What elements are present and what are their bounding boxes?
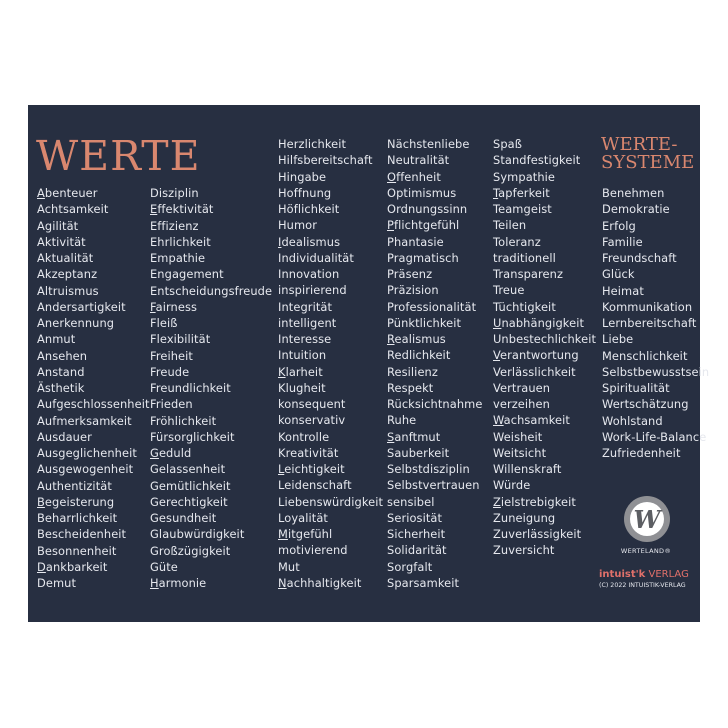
value-word: Tapferkeit bbox=[493, 185, 550, 200]
value-word: Anerkennung bbox=[37, 316, 115, 330]
value-word-initial: W bbox=[493, 413, 504, 428]
value-word: Intuition bbox=[278, 348, 327, 363]
value-word-initial: A bbox=[37, 186, 45, 200]
value-word: Ansehen bbox=[37, 348, 88, 363]
value-word: Klugheit bbox=[278, 380, 326, 395]
publisher-name-a: intuist'k bbox=[599, 569, 646, 580]
value-word: Harmonie bbox=[150, 576, 207, 590]
value-word-initial: V bbox=[493, 348, 501, 363]
value-word: inspirierend bbox=[278, 283, 347, 298]
value-word: Ordnungssinn bbox=[387, 202, 468, 216]
value-word: Tüchtigkeit bbox=[493, 299, 556, 314]
value-word-initial: Z bbox=[493, 494, 501, 509]
value-word: Freundlichkeit bbox=[150, 381, 231, 395]
value-word: sensibel bbox=[387, 494, 435, 509]
value-word: Freundschaft bbox=[602, 251, 677, 265]
value-word: Authentizität bbox=[37, 478, 112, 493]
value-word: Altruismus bbox=[37, 283, 99, 298]
value-word: Gelassenheit bbox=[150, 462, 226, 477]
value-word: Sympathie bbox=[493, 169, 556, 184]
value-word: Humor bbox=[278, 218, 318, 233]
value-word: Standfestigkeit bbox=[493, 153, 581, 168]
value-word: Freude bbox=[150, 364, 190, 379]
value-word: Andersartigkeit bbox=[37, 299, 126, 314]
value-word: Realismus bbox=[387, 332, 446, 346]
value-word: Zuversicht bbox=[493, 543, 555, 558]
value-word: Engagement bbox=[150, 267, 224, 282]
value-word: Selbstvertrauen bbox=[387, 478, 480, 493]
value-word: Empathie bbox=[150, 251, 206, 265]
value-word: Spiritualität bbox=[602, 381, 670, 395]
value-word: Work-Life-Balance bbox=[602, 429, 707, 444]
value-word: Fairness bbox=[150, 299, 198, 314]
value-word: Gemütlichkeit bbox=[150, 478, 231, 493]
value-word-initial: F bbox=[150, 299, 156, 314]
value-word: Kommunikation bbox=[602, 299, 693, 314]
value-word: Beharrlichkeit bbox=[37, 511, 118, 525]
value-systems-column bbox=[602, 185, 709, 461]
value-word: Phantasie bbox=[387, 234, 444, 249]
value-word: Kontrolle bbox=[278, 429, 330, 444]
value-word: Weitsicht bbox=[493, 445, 547, 460]
value-word: Pflichtgefühl bbox=[387, 218, 460, 233]
value-word: Unbestechlichkeit bbox=[493, 332, 597, 346]
value-word-initial: S bbox=[387, 429, 395, 444]
value-word: Spaß bbox=[493, 137, 523, 151]
value-word: Zufriedenheit bbox=[602, 446, 681, 460]
value-word: motivierend bbox=[278, 543, 348, 558]
value-word: Aufmerksamkeit bbox=[37, 413, 132, 428]
value-word: Geduld bbox=[150, 446, 192, 460]
value-word: Wohlstand bbox=[602, 413, 663, 428]
value-word-initial: U bbox=[493, 315, 502, 330]
value-word: Resilienz bbox=[387, 364, 438, 379]
value-word: Weisheit bbox=[493, 429, 543, 444]
value-word: Bescheidenheit bbox=[37, 527, 127, 542]
value-word: Verlässlichkeit bbox=[493, 364, 576, 379]
value-word: Offenheit bbox=[387, 169, 441, 184]
value-word: Liebenswürdigkeit bbox=[278, 494, 384, 509]
value-word: Sanftmut bbox=[387, 429, 441, 444]
values-column-1 bbox=[37, 185, 150, 591]
value-word: Treue bbox=[493, 283, 525, 298]
value-word: Ästhetik bbox=[37, 381, 85, 395]
value-word-initial: G bbox=[150, 446, 159, 460]
value-word: Fleiß bbox=[150, 316, 178, 330]
values-column-2 bbox=[150, 185, 272, 591]
value-word: Demut bbox=[37, 576, 77, 590]
value-word: Benehmen bbox=[602, 186, 665, 200]
value-word: Anstand bbox=[37, 364, 85, 379]
value-word-initial: T bbox=[493, 185, 499, 200]
publisher-name bbox=[599, 569, 689, 580]
value-word-initial: N bbox=[278, 575, 287, 590]
value-word: Individualität bbox=[278, 250, 354, 265]
value-word: Aufgeschlossenheit bbox=[37, 397, 150, 412]
value-word: Ausgeglichenheit bbox=[37, 446, 137, 460]
value-word: Gerechtigkeit bbox=[150, 494, 228, 509]
value-word: Aktivität bbox=[37, 234, 86, 249]
value-word: Menschlichkeit bbox=[602, 348, 688, 363]
value-word: Seriosität bbox=[387, 510, 443, 525]
values-column-4 bbox=[387, 136, 482, 591]
value-word: Ausdauer bbox=[37, 429, 92, 444]
value-word: Ehrlichkeit bbox=[150, 234, 211, 249]
values-column-5 bbox=[493, 136, 596, 559]
value-word: Flexibilität bbox=[150, 332, 211, 347]
value-word-initial: M bbox=[278, 527, 288, 541]
value-word: Sparsamkeit bbox=[387, 575, 460, 590]
value-word: Klarheit bbox=[278, 364, 323, 379]
value-word: Zuneigung bbox=[493, 510, 556, 525]
value-word: Toleranz bbox=[493, 234, 541, 249]
value-word: Wertschätzung bbox=[602, 397, 689, 412]
value-word: Teilen bbox=[493, 218, 527, 233]
value-word: Zielstrebigkeit bbox=[493, 494, 576, 509]
value-word: Frieden bbox=[150, 397, 193, 412]
value-word: intelligent bbox=[278, 315, 337, 330]
value-word: Effizienz bbox=[150, 218, 199, 233]
value-word: Herzlichkeit bbox=[278, 137, 347, 151]
value-word: Präsenz bbox=[387, 267, 433, 281]
value-word: Familie bbox=[602, 234, 643, 249]
value-word: Mut bbox=[278, 559, 300, 574]
value-word: Willenskraft bbox=[493, 462, 562, 476]
value-word: Anmut bbox=[37, 332, 76, 347]
value-word: Sorgfalt bbox=[387, 559, 433, 574]
value-word-initial: K bbox=[278, 364, 286, 379]
value-word: Respekt bbox=[387, 380, 434, 395]
value-word: Pragmatisch bbox=[387, 250, 459, 265]
value-word-initial: P bbox=[387, 218, 394, 233]
value-word-initial: L bbox=[278, 462, 285, 476]
value-word: Rücksichtnahme bbox=[387, 397, 483, 411]
value-word: Freiheit bbox=[150, 348, 193, 363]
value-word: Demokratie bbox=[602, 202, 670, 217]
value-word: Würde bbox=[493, 478, 531, 493]
value-word: Glaubwürdigkeit bbox=[150, 527, 245, 542]
value-word: Zuverlässigkeit bbox=[493, 527, 582, 541]
value-word: Großzügigkeit bbox=[150, 543, 231, 558]
value-word: Loyalität bbox=[278, 510, 328, 525]
value-word: konsequent bbox=[278, 397, 346, 411]
value-word-initial: E bbox=[150, 202, 158, 217]
poster-title: WERTE bbox=[36, 132, 201, 180]
value-word: Effektivität bbox=[150, 202, 214, 217]
value-word-initial: O bbox=[387, 169, 397, 184]
value-word: Leidenschaft bbox=[278, 478, 352, 493]
value-word: Hingabe bbox=[278, 169, 327, 184]
values-column-3 bbox=[278, 136, 383, 591]
value-word: Akzeptanz bbox=[37, 267, 98, 282]
value-word: verzeihen bbox=[493, 397, 550, 411]
values-poster bbox=[28, 105, 710, 622]
value-word: Abenteuer bbox=[37, 186, 98, 200]
value-word: Nachhaltigkeit bbox=[278, 575, 362, 590]
value-word: Aktualität bbox=[37, 251, 94, 265]
value-word: Interesse bbox=[278, 332, 332, 346]
value-word: Transparenz bbox=[493, 267, 564, 281]
value-word: Sicherheit bbox=[387, 527, 446, 541]
value-word: Höflichkeit bbox=[278, 202, 340, 216]
copyright: (C) 2022 INTUISTIK-VERLAG bbox=[599, 582, 686, 589]
value-word-initial: R bbox=[387, 332, 395, 346]
value-word: Innovation bbox=[278, 267, 340, 281]
value-word: Liebe bbox=[602, 332, 634, 347]
value-word: Leichtigkeit bbox=[278, 462, 345, 476]
value-word: Agilität bbox=[37, 218, 79, 233]
value-word: Ausgewogenheit bbox=[37, 462, 134, 477]
value-word: Achtsamkeit bbox=[37, 202, 109, 217]
value-word: konservativ bbox=[278, 413, 346, 428]
value-word: Unabhängigkeit bbox=[493, 315, 585, 330]
value-word: Hilfsbereitschaft bbox=[278, 153, 373, 168]
systems-title-line-2: SYSTEME bbox=[601, 152, 695, 173]
value-word: Verantwortung bbox=[493, 348, 579, 363]
value-word-initial: I bbox=[278, 234, 282, 249]
value-word: Hoffnung bbox=[278, 185, 332, 200]
value-word: Optimismus bbox=[387, 185, 457, 200]
value-word-initial: H bbox=[150, 576, 159, 590]
value-word: Dankbarkeit bbox=[37, 559, 108, 574]
value-word: Neutralität bbox=[387, 153, 450, 168]
value-word: Fröhlichkeit bbox=[150, 413, 217, 428]
value-word: Begeisterung bbox=[37, 494, 115, 509]
publisher-name-b: VERLAG bbox=[648, 569, 689, 580]
value-word: Teamgeist bbox=[493, 202, 552, 216]
value-word-initial: B bbox=[37, 494, 45, 509]
werteland-logo-icon: W bbox=[624, 496, 670, 542]
value-word: Besonnenheit bbox=[37, 543, 117, 558]
brand-name: WERTELAND® bbox=[620, 547, 672, 555]
value-word: Mitgefühl bbox=[278, 527, 333, 541]
value-word: Disziplin bbox=[150, 186, 199, 200]
value-word: Erfolg bbox=[602, 218, 636, 233]
value-word: traditionell bbox=[493, 250, 556, 265]
value-word: Solidarität bbox=[387, 543, 447, 558]
value-word: Güte bbox=[150, 559, 178, 574]
value-word: Lernbereitschaft bbox=[602, 316, 697, 330]
value-word: Redlichkeit bbox=[387, 348, 451, 363]
value-word: Präzision bbox=[387, 283, 439, 298]
value-word: Heimat bbox=[602, 283, 644, 298]
value-word: Integrität bbox=[278, 299, 333, 314]
value-word: Wachsamkeit bbox=[493, 413, 570, 428]
value-word: Selbstdisziplin bbox=[387, 462, 470, 476]
value-word: Fürsorglichkeit bbox=[150, 429, 235, 444]
value-word: Idealismus bbox=[278, 234, 341, 249]
value-word: Sauberkeit bbox=[387, 445, 450, 460]
value-word: Gesundheit bbox=[150, 511, 217, 525]
value-word: Kreativität bbox=[278, 445, 339, 460]
value-word-initial: D bbox=[37, 559, 46, 574]
value-word: Professionalität bbox=[387, 299, 477, 314]
value-word: Vertrauen bbox=[493, 380, 551, 395]
value-word: Nächstenliebe bbox=[387, 137, 470, 151]
value-word: Ruhe bbox=[387, 413, 417, 428]
value-word: Glück bbox=[602, 267, 635, 282]
systems-title bbox=[601, 136, 694, 172]
value-word: Pünktlichkeit bbox=[387, 315, 462, 330]
systems-title-line-1: WERTE- bbox=[601, 134, 678, 155]
value-word: Entscheidungsfreude bbox=[150, 283, 273, 298]
value-word: Selbstbewusstsein bbox=[602, 364, 710, 379]
